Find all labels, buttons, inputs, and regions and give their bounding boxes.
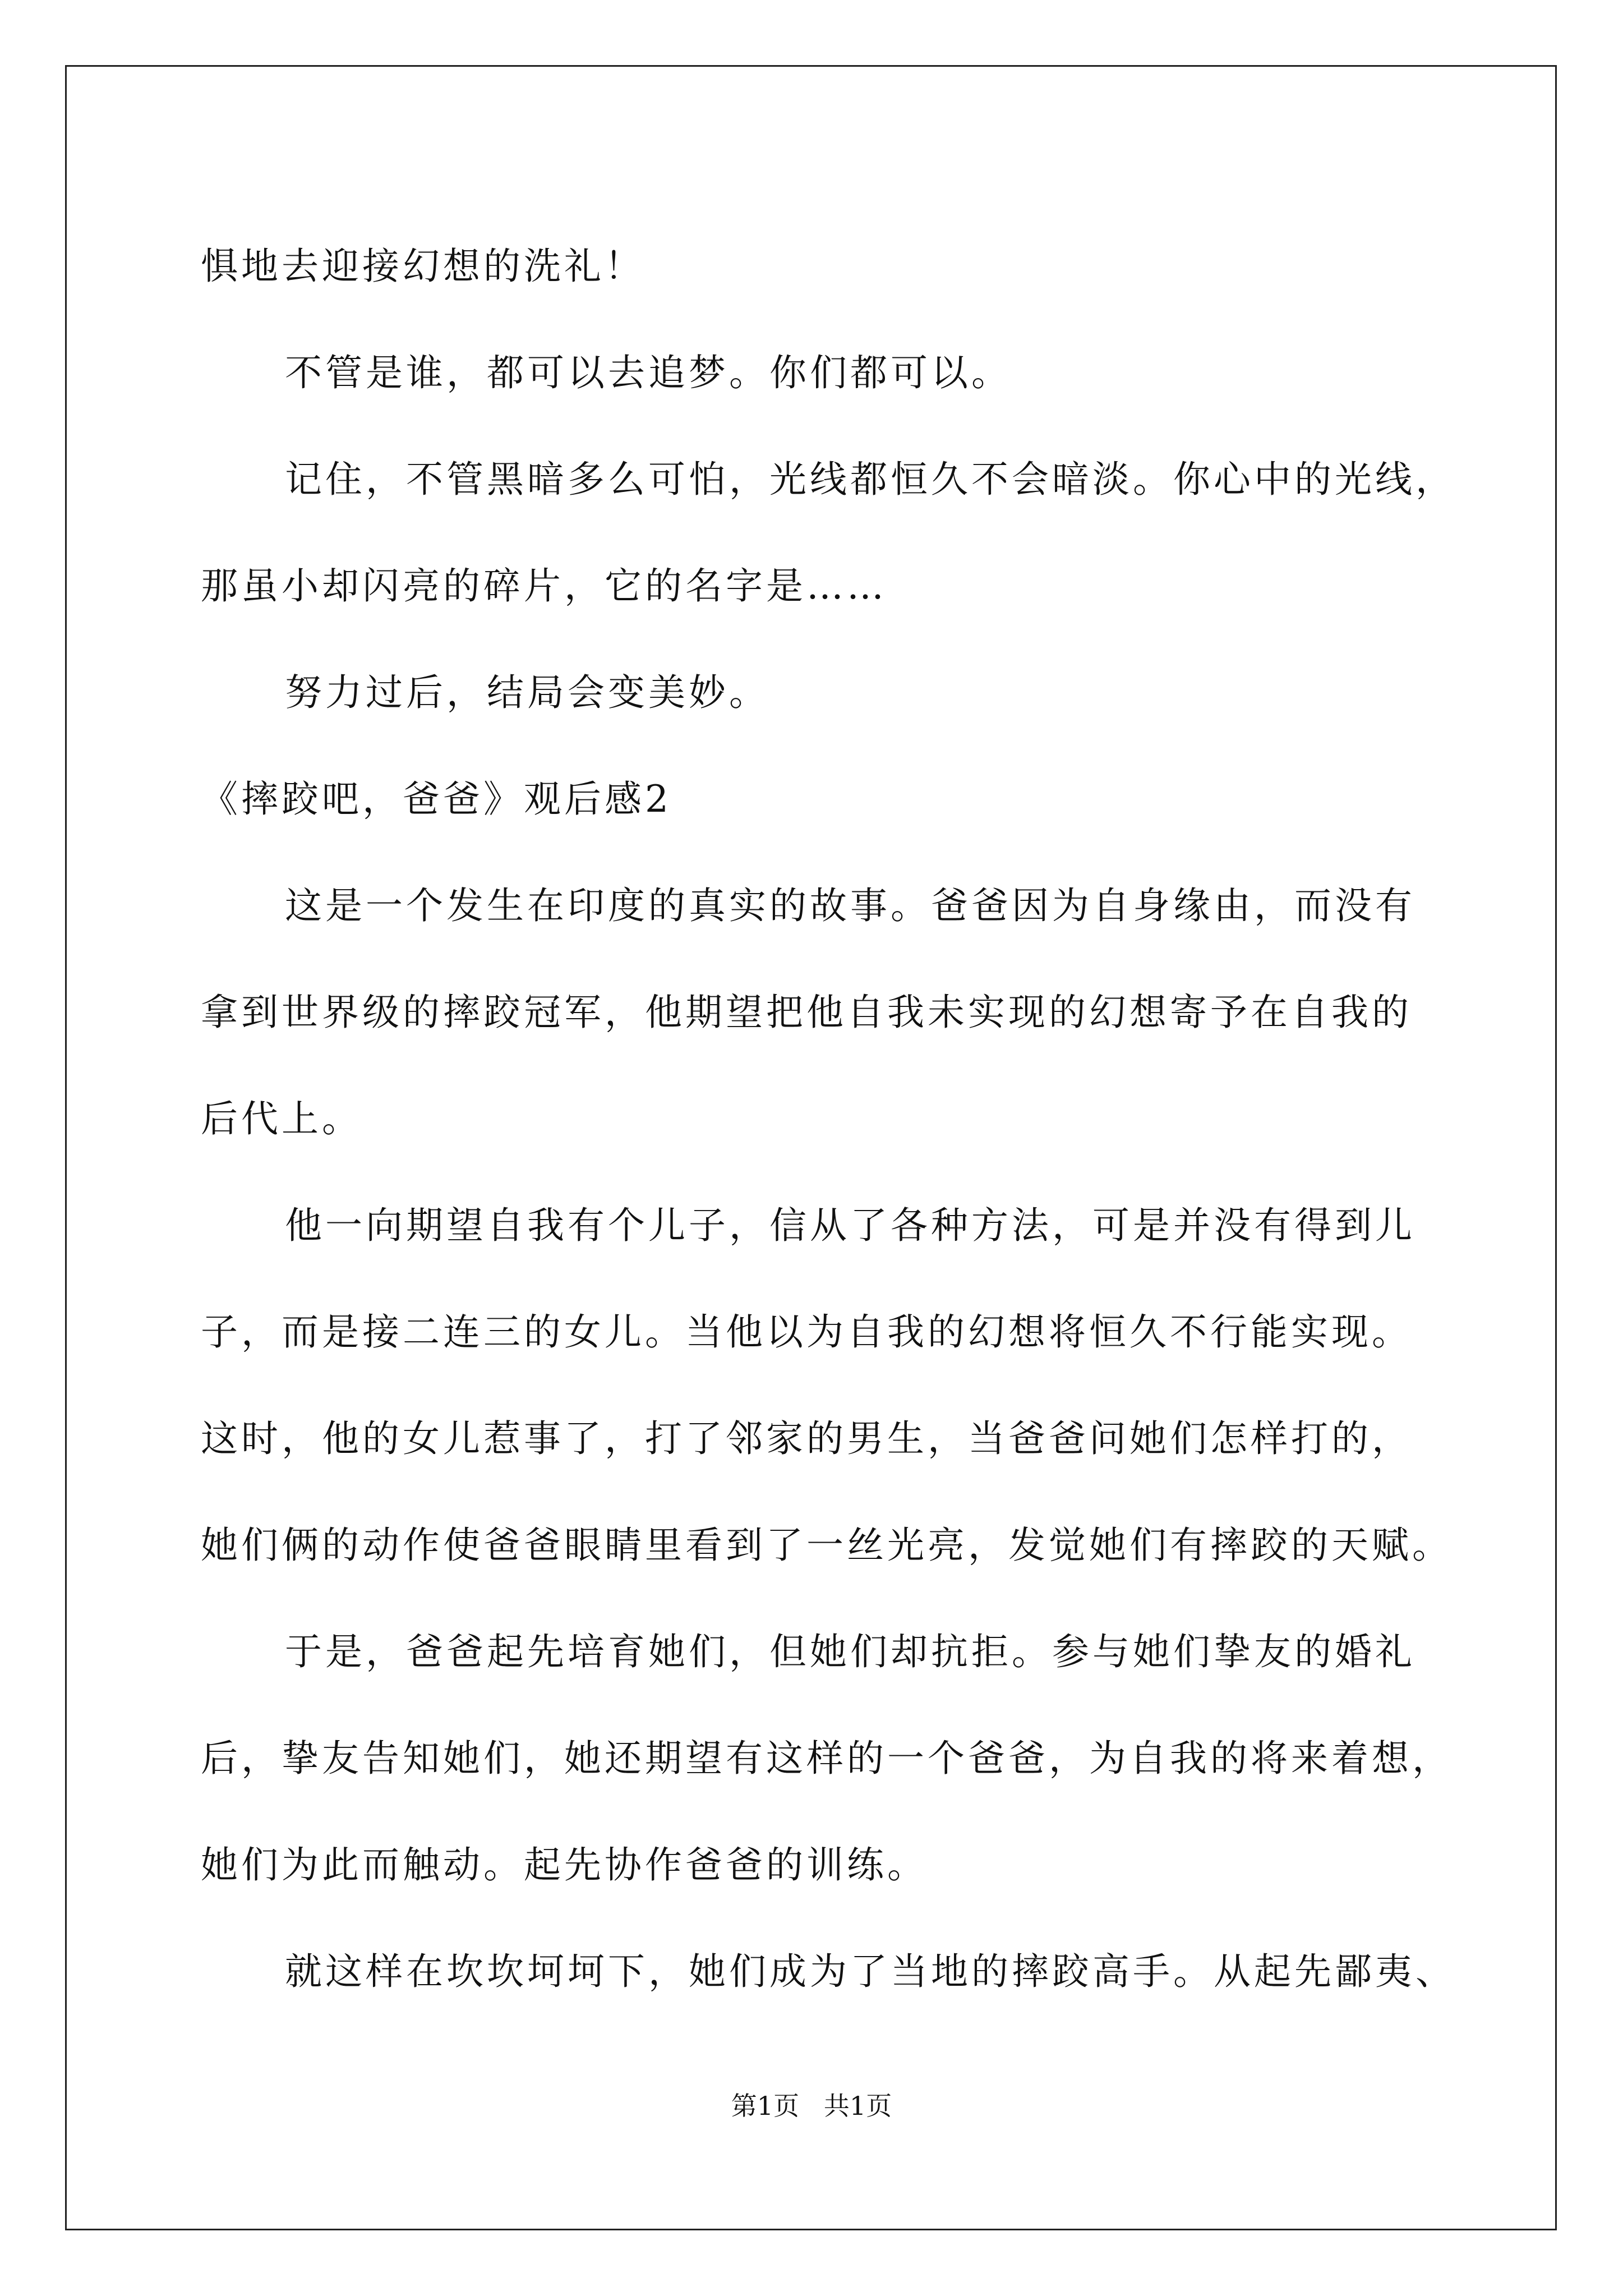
text-line: 这时，他的女儿惹事了，打了邻家的男生，当爸爸问她们怎样打的， [201,1417,1412,1460]
text-line: 记住，不管黑暗多么可怕，光线都恒久不会暗淡。你心中的光线， [285,458,1456,501]
text-line: 不管是谁，都可以去追梦。你们都可以。 [285,351,1012,394]
text-line: 后代上。 [201,1097,362,1140]
text-line: 那虽小却闪亮的碎片，它的名字是…… [201,564,887,608]
text-line: 惧地去迎接幻想的洗礼！ [201,245,645,288]
text-line: 就这样在坎坎坷坷下，她们成为了当地的摔跤高手。从起先鄙夷、 [285,1950,1456,1993]
page-footer: 第1页 共1页 [731,2091,892,2121]
text-line: 拿到世界级的摔跤冠军，他期望把他自我未实现的幻想寄予在自我的 [201,991,1412,1034]
document-body [201,213,1456,2025]
text-line: 子，而是接二连三的女儿。当他以为自我的幻想将恒久不行能实现。 [201,1310,1412,1354]
section-heading: 《摔跤吧，爸爸》观后感2 [201,777,672,821]
text-line: 努力过后，结局会变美妙。 [285,671,769,714]
text-line: 后，挚友告知她们，她还期望有这样的一个爸爸，为自我的将来着想， [201,1737,1453,1780]
text-line: 他一向期望自我有个儿子，信从了各种方法，可是并没有得到儿 [285,1204,1415,1247]
text-line: 她们俩的动作使爸爸眼睛里看到了一丝光亮，发觉她们有摔跤的天赋。 [201,1524,1453,1567]
text-line: 她们为此而触动。起先协作爸爸的训练。 [201,1843,928,1887]
text-line: 这是一个发生在印度的真实的故事。爸爸因为自身缘由，而没有 [285,884,1415,927]
text-line: 于是，爸爸起先培育她们，但她们却抗拒。参与她们挚友的婚礼 [285,1630,1415,1673]
